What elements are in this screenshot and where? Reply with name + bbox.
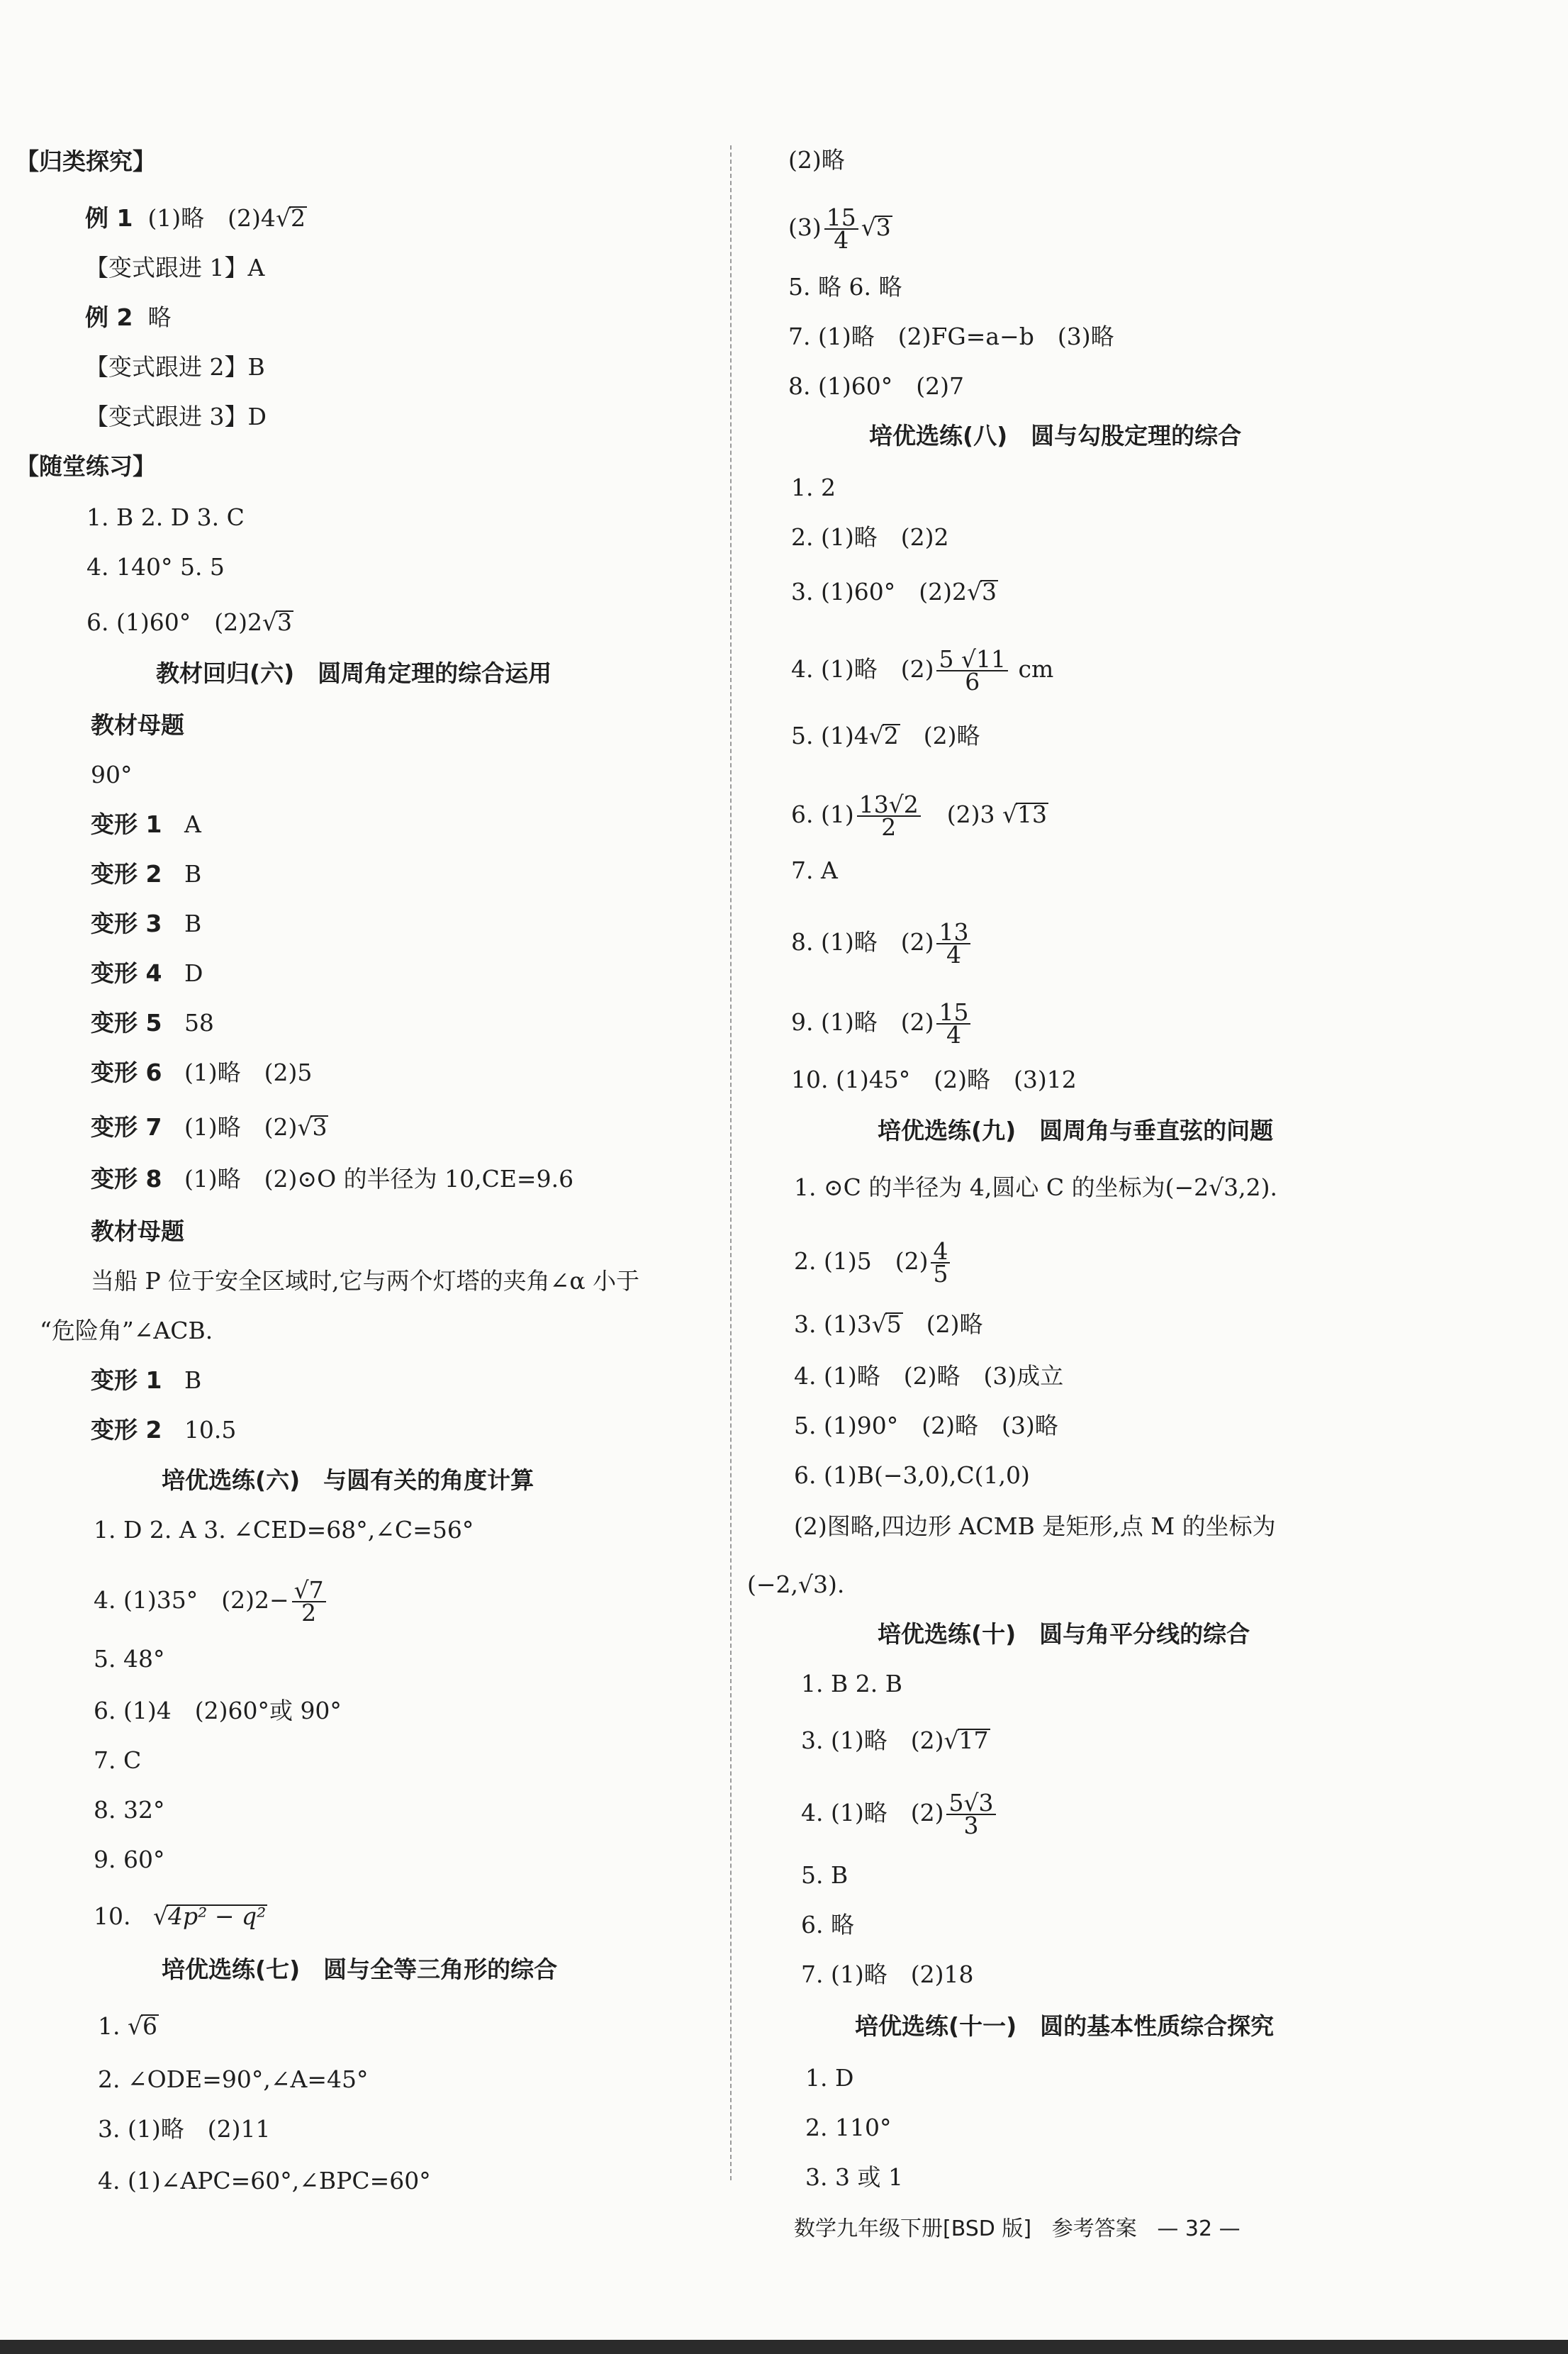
answer-line: 1. B 2. B bbox=[801, 1670, 902, 1697]
fraction: $\frac{13}{4}$ bbox=[936, 922, 970, 966]
answer-line: 2. ∠ODE=90°,∠A=45° bbox=[98, 2065, 369, 2093]
variant-line: 变形 1 B bbox=[91, 1366, 202, 1394]
answer-line: 2. 110° bbox=[805, 2114, 892, 2141]
variant-line: 变形 6 (1)略 (2)5 bbox=[91, 1059, 313, 1086]
fraction: $\frac{5 √11}{6}$ bbox=[936, 649, 1008, 693]
answer-line: 1. √6 bbox=[98, 2012, 158, 2040]
answer-line: 8. 32° bbox=[94, 1796, 165, 1824]
answer-line: 1. B 2. D 3. C bbox=[86, 503, 245, 531]
text-line: (2)图略,四边形 ACMB 是矩形,点 M 的坐标为 bbox=[794, 1512, 1276, 1540]
answer-line: 9. (1)略 (2) $\frac{15}{4}$ bbox=[791, 1002, 973, 1046]
page-number: — 32 — bbox=[1157, 2216, 1241, 2241]
variant-line: 变形 3 B bbox=[91, 910, 202, 937]
answer-line: 8. (1)60° (2)7 bbox=[788, 372, 964, 400]
answer-line: 5. 略 6. 略 bbox=[788, 273, 902, 301]
footer-section: 参考答案 bbox=[1051, 2216, 1137, 2241]
fraction: $\frac{15}{4}$ bbox=[936, 1002, 970, 1046]
scan-edge bbox=[0, 2340, 1568, 2354]
answer-line: 4. 140° 5. 5 bbox=[86, 553, 225, 581]
section-title-peiyou9: 培优选练(九) 圆周角与垂直弦的问题 bbox=[878, 1117, 1274, 1144]
answer-line: 5. (1)90° (2)略 (3)略 bbox=[794, 1412, 1058, 1439]
answer-line: 9. 60° bbox=[94, 1846, 165, 1873]
answer-line: 4. (1)略 (2) $\frac{5√3}{3}$ bbox=[801, 1792, 999, 1836]
section-title-jiaocai6: 教材回归(六) 圆周角定理的综合运用 bbox=[156, 659, 552, 687]
variant-line: 变形 1 A bbox=[91, 810, 201, 838]
example-label: 例 1 bbox=[85, 204, 133, 232]
answer-line: 4. (1)35° (2)2− $\frac{√7}{2}$ bbox=[94, 1580, 329, 1624]
section-title-peiyou10: 培优选练(十) 圆与角平分线的综合 bbox=[878, 1620, 1250, 1648]
answer-line: 6. 略 bbox=[801, 1911, 854, 1939]
answer-line: (3) $\frac{15}{4}$ √3 bbox=[788, 203, 891, 254]
answer-line: 7. A bbox=[791, 857, 838, 884]
sub-heading: 教材母题 bbox=[91, 1217, 184, 1245]
answer-line: 7. (1)略 (2)18 bbox=[801, 1960, 974, 1988]
answer-line: 5. (1)4√2 (2)略 bbox=[791, 722, 980, 749]
fraction: $\frac{√7}{2}$ bbox=[292, 1580, 326, 1624]
section-title-peiyou7: 培优选练(七) 圆与全等三角形的综合 bbox=[162, 1956, 558, 1983]
fraction: $\frac{13√2}{2}$ bbox=[857, 794, 921, 838]
answer-line: 6. (1)60° (2)2√3 bbox=[86, 608, 292, 636]
answer-line: 3. (1)略 (2)√17 bbox=[801, 1727, 989, 1754]
variant-line: 变形 7 (1)略 (2)√3 bbox=[91, 1113, 327, 1141]
answer-line: 例 2 略 bbox=[85, 303, 172, 331]
fraction: $\frac{4}{5}$ bbox=[931, 1241, 950, 1285]
section-title-peiyou8: 培优选练(八) 圆与勾股定理的综合 bbox=[869, 422, 1242, 450]
variant-line: 变形 4 D bbox=[91, 959, 203, 987]
answer-line: 【变式跟进 1】A bbox=[85, 254, 265, 281]
answer-line: 1. 2 bbox=[791, 474, 836, 501]
answer-line: 5. B bbox=[801, 1861, 849, 1889]
answer-line: 【变式跟进 3】D bbox=[85, 403, 267, 430]
text-line: 当船 P 位于安全区域时,它与两个灯塔的夹角∠α 小于 bbox=[91, 1267, 640, 1295]
section-heading-suitang: 【随堂练习】 bbox=[16, 452, 156, 480]
answer-line: 8. (1)略 (2) $\frac{13}{4}$ bbox=[791, 922, 973, 966]
answer-line: 1. ⊙C 的半径为 4,圆心 C 的坐标为(−2√3,2). bbox=[794, 1173, 1277, 1201]
variant-line: 变形 2 10.5 bbox=[91, 1416, 237, 1444]
answer-line: 3. (1)3√5 (2)略 bbox=[794, 1310, 983, 1338]
page-footer bbox=[794, 2211, 1241, 2242]
section-title-peiyou11: 培优选练(十一) 圆的基本性质综合探究 bbox=[855, 2012, 1275, 2040]
text-line: “危险角”∠ACB. bbox=[40, 1317, 213, 1344]
answer-line: 3. (1)60° (2)2√3 bbox=[791, 578, 997, 606]
answer-line: 4. (1)略 (2)略 (3)成立 bbox=[794, 1362, 1064, 1390]
answer-line: 6. (1)4 (2)60°或 90° bbox=[94, 1697, 342, 1724]
column-divider bbox=[730, 145, 732, 2180]
answer-line: 7. (1)略 (2)FG=a−b (3)略 bbox=[788, 323, 1114, 350]
fraction: $\frac{5√3}{3}$ bbox=[946, 1792, 995, 1836]
answer-line: 例 1 (1)略 (2)4√2 bbox=[85, 204, 306, 232]
answer-line: 2. (1)略 (2)2 bbox=[791, 523, 949, 551]
answer-line: 90° bbox=[91, 761, 133, 788]
answer-line: 7. C bbox=[94, 1746, 142, 1774]
variant-line: 变形 5 58 bbox=[91, 1009, 214, 1037]
answer-line: 4. (1)略 (2) $\frac{5 √11}{6}$ cm bbox=[791, 645, 1054, 696]
answer-line: 【变式跟进 2】B bbox=[85, 353, 265, 381]
section-title-peiyou6: 培优选练(六) 与圆有关的角度计算 bbox=[162, 1466, 534, 1494]
answer-line: 10. (1)45° (2)略 (3)12 bbox=[791, 1066, 1077, 1093]
footer-subject: 数学九年级下册[BSD 版] bbox=[794, 2216, 1032, 2241]
answer-line: 5. 48° bbox=[94, 1645, 165, 1673]
section-heading-guilei: 【归类探究】 bbox=[16, 147, 156, 175]
answer-line: 6. (1)B(−3,0),C(1,0) bbox=[794, 1461, 1030, 1489]
answer-line: 4. (1)∠APC=60°,∠BPC=60° bbox=[98, 2167, 431, 2194]
answer-line: 3. 3 或 1 bbox=[805, 2163, 903, 2191]
sub-heading: 教材母题 bbox=[91, 711, 184, 739]
answer-line: 1. D 2. A 3. ∠CED=68°,∠C=56° bbox=[94, 1516, 474, 1544]
answer-line: (2)略 bbox=[788, 146, 845, 174]
fraction: $\frac{15}{4}$ bbox=[824, 207, 858, 251]
answer-line: 6. (1) $\frac{13√2}{2}$ (2)3 √13 bbox=[791, 791, 1048, 841]
answer-line: 10. √4p² − q² bbox=[94, 1902, 267, 1930]
text-line: (−2,√3). bbox=[747, 1571, 845, 1598]
answer-line: 1. D bbox=[805, 2064, 854, 2092]
answer-line: 3. (1)略 (2)11 bbox=[98, 2115, 271, 2143]
answer-line: 2. (1)5 (2) $\frac{4}{5}$ bbox=[794, 1241, 953, 1285]
variant-line: 变形 8 (1)略 (2)⊙O 的半径为 10,CE=9.6 bbox=[91, 1165, 574, 1193]
variant-line: 变形 2 B bbox=[91, 860, 202, 888]
